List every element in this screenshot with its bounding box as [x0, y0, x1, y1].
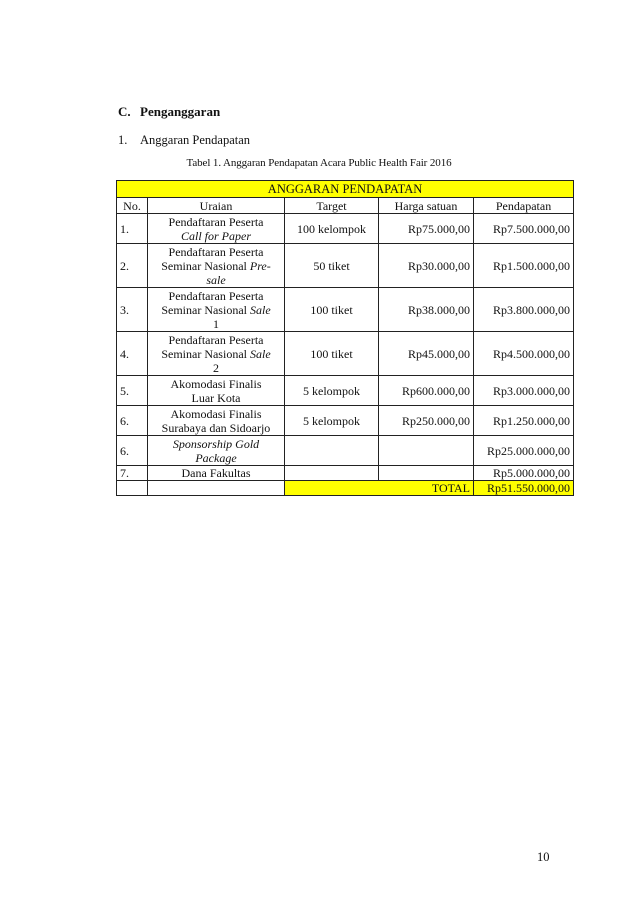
page-number: 10 [537, 850, 550, 864]
row-target: 50 tiket [285, 244, 379, 288]
uraian-line-italic: Sale [249, 346, 271, 361]
row-pendapatan: Rp3.800.000,00 [474, 288, 574, 332]
table-title: ANGGARAN PENDAPATAN [117, 181, 574, 198]
row-pendapatan: Rp3.000.000,00 [474, 376, 574, 406]
uraian-line: Surabaya dan Sidoarjo [161, 420, 271, 435]
table-title-row [117, 181, 574, 198]
uraian-line: Seminar Nasional [161, 258, 250, 273]
uraian-line: Pendaftaran Peserta [168, 214, 264, 229]
uraian-line: Akomodasi Finalis [170, 406, 262, 421]
row-pendapatan: Rp5.000.000,00 [474, 466, 574, 481]
row-target: 5 kelompok [285, 406, 379, 436]
uraian-line: Akomodasi Finalis [170, 376, 262, 391]
uraian-line: 1 [213, 316, 219, 331]
table-row [117, 436, 574, 466]
uraian-line: Seminar Nasional [161, 302, 250, 317]
header-target: Target [285, 198, 379, 214]
row-target: 5 kelompok [285, 376, 379, 406]
row-no: 1. [117, 214, 148, 244]
row-uraian: Dana Fakultas [148, 466, 285, 481]
row-harga: Rp30.000,00 [379, 244, 474, 288]
row-harga: Rp45.000,00 [379, 332, 474, 376]
row-pendapatan: Rp4.500.000,00 [474, 332, 574, 376]
table-row [117, 288, 574, 332]
subsection-heading [118, 133, 250, 148]
uraian-line-italic: Sale [249, 302, 271, 317]
uraian-line: Luar Kota [191, 390, 241, 405]
section-title: Penganggaran [140, 104, 221, 119]
row-target: 100 tiket [285, 288, 379, 332]
row-harga: Rp75.000,00 [379, 214, 474, 244]
row-target [285, 436, 379, 466]
table-row [117, 332, 574, 376]
uraian-line: Seminar Nasional [161, 346, 250, 361]
row-target: 100 tiket [285, 332, 379, 376]
total-empty-cell [117, 481, 148, 496]
row-target: 100 kelompok [285, 214, 379, 244]
uraian-line-italic: Sponsorship Gold [172, 436, 260, 451]
header-pendapatan: Pendapatan [474, 198, 574, 214]
row-uraian [148, 244, 285, 288]
row-no: 5. [117, 376, 148, 406]
row-target [285, 466, 379, 481]
row-uraian [148, 332, 285, 376]
row-harga: Rp250.000,00 [379, 406, 474, 436]
row-no: 6. [117, 406, 148, 436]
row-uraian [148, 436, 285, 466]
row-pendapatan: Rp25.000.000,00 [474, 436, 574, 466]
total-empty-cell [148, 481, 285, 496]
row-no: 3. [117, 288, 148, 332]
header-no: No. [117, 198, 148, 214]
uraian-line-italic: Package [195, 450, 237, 465]
total-row [117, 481, 574, 496]
row-harga [379, 466, 474, 481]
section-heading [118, 104, 220, 120]
row-no: 7. [117, 466, 148, 481]
table-row [117, 466, 574, 481]
row-uraian [148, 288, 285, 332]
table-row [117, 376, 574, 406]
uraian-line: Pendaftaran Peserta [168, 288, 264, 303]
uraian-line: Pendaftaran Peserta [168, 244, 264, 259]
uraian-line-italic: Pre- [249, 258, 271, 273]
row-harga [379, 436, 474, 466]
header-uraian: Uraian [148, 198, 285, 214]
table-row [117, 406, 574, 436]
table-row [117, 214, 574, 244]
budget-table [116, 180, 574, 496]
row-pendapatan: Rp7.500.000,00 [474, 214, 574, 244]
row-uraian [148, 214, 285, 244]
row-uraian [148, 406, 285, 436]
row-uraian [148, 376, 285, 406]
header-harga: Harga satuan [379, 198, 474, 214]
subsection-title: Anggaran Pendapatan [140, 133, 251, 147]
subsection-number: 1. [118, 133, 128, 147]
section-number: C. [118, 104, 131, 119]
uraian-line: Pendaftaran Peserta [168, 332, 264, 347]
row-no: 6. [117, 436, 148, 466]
row-pendapatan: Rp1.500.000,00 [474, 244, 574, 288]
uraian-line-italic: Call for Paper [180, 228, 251, 243]
row-pendapatan: Rp1.250.000,00 [474, 406, 574, 436]
row-harga: Rp38.000,00 [379, 288, 474, 332]
row-no: 4. [117, 332, 148, 376]
table-header-row [117, 198, 574, 214]
uraian-line-italic: sale [206, 272, 226, 287]
row-no: 2. [117, 244, 148, 288]
total-label: TOTAL [285, 481, 474, 496]
total-value: Rp51.550.000,00 [474, 481, 574, 496]
uraian-line: 2 [213, 360, 219, 375]
row-harga: Rp600.000,00 [379, 376, 474, 406]
table-caption: Tabel 1. Anggaran Pendapatan Acara Public Health Fair 2016 [186, 157, 452, 169]
table-row [117, 244, 574, 288]
